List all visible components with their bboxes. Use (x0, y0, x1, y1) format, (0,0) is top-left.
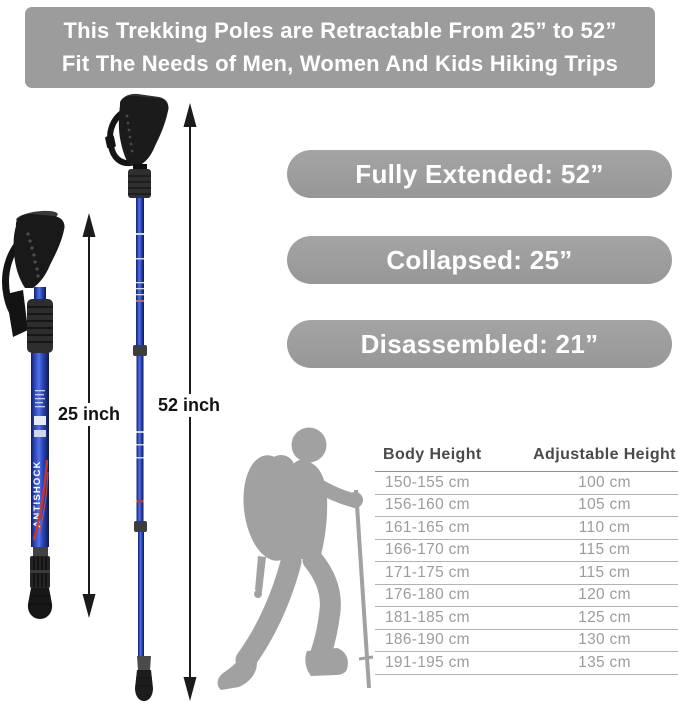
backpack-strap-end (254, 590, 262, 598)
body-height-cell: 176-180 cm (375, 584, 531, 607)
adjustable-height-cell: 110 cm (531, 517, 678, 540)
strap-buckle (105, 135, 116, 149)
shaft-red-mark (137, 500, 144, 503)
table-row (375, 472, 678, 495)
pole-brand-text: ANTISHOCK (32, 460, 43, 528)
adjustable-height-cell: 135 cm (531, 652, 678, 675)
title-banner (25, 7, 655, 88)
table-row (375, 607, 678, 630)
size-chart-table (375, 446, 678, 675)
upper-shaft (136, 198, 144, 345)
table-row (375, 584, 678, 607)
tip-collar (137, 656, 151, 670)
badge-fully-extended-label: Fully Extended: 52” (355, 158, 604, 189)
table-row (375, 562, 678, 585)
extended-length-label: 52 inch (152, 394, 226, 417)
label-block (34, 416, 46, 425)
table-row (375, 539, 678, 562)
hiker-head (292, 428, 327, 463)
strap-tail (6, 290, 28, 337)
adjustable-height-cell: 105 cm (531, 494, 678, 517)
body-height-cell: 161-165 cm (375, 517, 531, 540)
lower-shaft (138, 532, 144, 656)
badge-fully-extended (287, 150, 672, 198)
hiker-back-leg (246, 562, 291, 660)
collapsed-length-label: 25 inch (52, 403, 126, 426)
body-height-cell: 166-170 cm (375, 539, 531, 562)
body-height-cell: 191-195 cm (375, 652, 531, 675)
section-collar-2 (134, 521, 147, 532)
middle-shaft (137, 356, 144, 521)
badge-disassembled-label: Disassembled: 21” (360, 328, 599, 359)
hiker-front-boot (305, 648, 348, 676)
banner-line-1: This Trekking Poles are Retractable From 25” to 52” (63, 18, 617, 43)
hiker-front-leg (313, 560, 330, 653)
shaft-red-mark-upper (136, 300, 144, 302)
body-height-cell: 171-175 cm (375, 562, 531, 585)
hiker-backpack-top (267, 455, 295, 483)
body-height-cell: 150-155 cm (375, 472, 531, 495)
badge-collapsed-label: Collapsed: 25” (386, 244, 573, 275)
table-row (375, 494, 678, 517)
table-row (375, 517, 678, 540)
grip-neck (133, 164, 147, 169)
adjustable-height-header: Adjustable Height (531, 446, 678, 472)
hiker-pole-basket (359, 657, 373, 659)
backpack-strap (255, 556, 266, 592)
badge-disassembled (287, 320, 672, 368)
table-row (375, 652, 678, 675)
shaft-neck (34, 287, 46, 300)
adjustable-height-cell: 125 cm (531, 607, 678, 630)
adjustable-height-cell: 100 cm (531, 472, 678, 495)
label-block-2 (34, 430, 46, 437)
body-height-cell: 156-160 cm (375, 494, 531, 517)
lock-band (30, 570, 50, 573)
body-height-cell: 186-190 cm (375, 629, 531, 652)
badge-collapsed (287, 236, 672, 284)
adjustable-height-cell: 130 cm (531, 629, 678, 652)
banner-line-2: Fit The Needs of Men, Women And Kids Hiking Trips (61, 51, 619, 76)
lock-collar (33, 547, 48, 556)
table-row (375, 629, 678, 652)
adjustable-height-cell: 120 cm (531, 584, 678, 607)
adjustable-height-cell: 115 cm (531, 539, 678, 562)
body-height-header: Body Height (375, 446, 531, 472)
adjustable-height-cell: 115 cm (531, 562, 678, 585)
body-height-cell: 181-185 cm (375, 607, 531, 630)
grip-handle (119, 96, 169, 166)
section-collar-1 (133, 345, 147, 356)
table-header-row (375, 446, 678, 472)
